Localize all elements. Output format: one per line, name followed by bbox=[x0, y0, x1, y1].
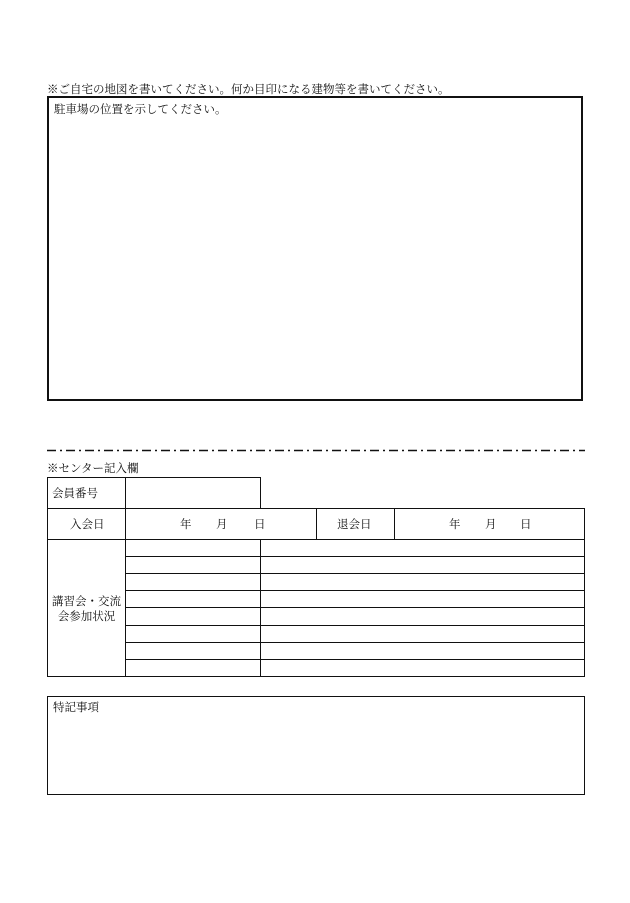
seminar-label-line1: 講習会・交流 bbox=[52, 594, 121, 608]
map-drawing-area[interactable] bbox=[47, 96, 583, 401]
remarks-label: 特記事項 bbox=[53, 700, 99, 714]
seminar-label-line2: 会参加状況 bbox=[57, 609, 116, 623]
withdraw-month-unit: 月 bbox=[485, 517, 497, 531]
join-year-unit: 年 bbox=[180, 517, 192, 531]
seminar-entry-rows[interactable] bbox=[126, 540, 585, 677]
join-date-field[interactable] bbox=[126, 517, 316, 531]
member-number-field[interactable] bbox=[126, 478, 260, 508]
member-number-label: 会員番号 bbox=[52, 486, 98, 500]
withdraw-date-field[interactable] bbox=[395, 517, 585, 531]
join-month-unit: 月 bbox=[216, 517, 228, 531]
center-section-heading: ※センター記入欄 bbox=[47, 461, 139, 475]
withdraw-date-label: 退会日 bbox=[337, 517, 372, 531]
withdraw-year-unit: 年 bbox=[449, 517, 461, 531]
parking-note: 駐車場の位置を示してください。 bbox=[54, 102, 227, 116]
withdraw-day-unit: 日 bbox=[520, 517, 532, 531]
join-day-unit: 日 bbox=[254, 517, 266, 531]
remarks-box[interactable] bbox=[47, 696, 585, 795]
join-date-label: 入会日 bbox=[70, 517, 105, 531]
map-instruction: ※ご自宅の地図を書いてください。何か目印になる建物等を書いてください。 bbox=[47, 82, 450, 96]
